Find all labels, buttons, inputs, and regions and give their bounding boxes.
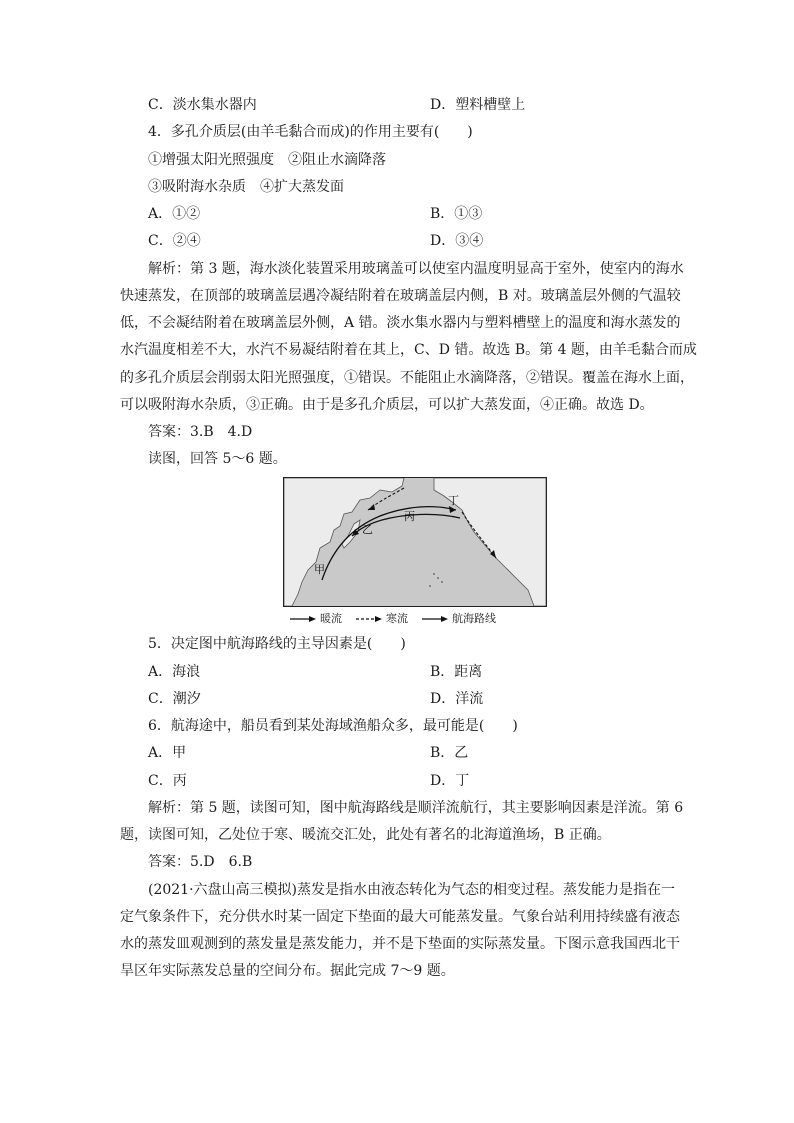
q4-option-d: D．③④ <box>430 233 484 249</box>
final-para-line: 定气象条件下，充分供水时某一固定下垫面的最大可能蒸发量。气象台站利用持续盛有液态 <box>120 909 680 925</box>
label-bing: 丙 <box>404 510 415 523</box>
q4-items-line1: ①增强太阳光照强度 ②阻止水滴降落 <box>148 152 386 168</box>
label-jia: 甲 <box>314 563 325 576</box>
warm-current-legend-icon <box>290 615 316 623</box>
analysis-3-4-line: 低，不会凝结附着在玻璃盖层外侧，A 错。淡水集水器内与塑料槽壁上的温度和海水蒸发的 <box>120 315 681 331</box>
analysis-5-6-line: 题，读图可知，乙处位于寒、暖流交汇处，此处有著名的北海道渔场，B 正确。 <box>120 827 611 843</box>
q6-option-d: D．丁 <box>430 773 470 789</box>
analysis-3-4-line: 水汽温度相差不大，水汽不易凝结附着在其上，C、D 错。故选 B。第 4 题，由羊毛黏合而成 <box>120 342 697 358</box>
label-ding: 丁 <box>448 494 459 507</box>
q5-option-c: C．潮汐 <box>148 691 201 707</box>
legend-warm-label: 暖流 <box>320 612 342 625</box>
q4-items-line2: ③吸附海水杂质 ④扩大蒸发面 <box>148 179 344 195</box>
island-dot <box>433 573 435 575</box>
q5-option-b: B．距离 <box>430 664 483 680</box>
label-yi: 乙 <box>362 523 373 536</box>
analysis-5-6-line: 解析：第 5 题，读图可知，图中航海路线是顺洋流航行，其主要影响因素是洋流。第 6 <box>148 800 684 816</box>
q5-option-a: A．海浪 <box>148 664 201 680</box>
legend-cold <box>356 612 408 626</box>
legend-warm <box>290 612 342 626</box>
cold-current-legend-icon <box>356 615 382 623</box>
q6-option-a: A．甲 <box>148 745 187 761</box>
ocean-current-map <box>283 477 547 607</box>
island-dot <box>429 585 431 587</box>
q3-option-d: D．塑料槽壁上 <box>430 97 526 113</box>
analysis-3-4-line: 的多孔介质层会削弱太阳光照强度，①错误。不能阻止水滴降落，②错误。覆盖在海水上面， <box>120 370 694 386</box>
legend-route-label: 航海路线 <box>452 612 496 625</box>
q6-option-c: C．丙 <box>148 773 187 789</box>
read-map-instruction: 读图，回答 5～6 题。 <box>148 451 287 467</box>
q3-option-c: C．淡水集水器内 <box>148 97 257 113</box>
final-para-line: 旱区年实际蒸发总量的空间分布。据此完成 7～9 题。 <box>120 963 455 979</box>
map-svg <box>284 478 546 606</box>
q4-stem: 4．多孔介质层(由羊毛黏合而成)的作用主要有( ) <box>148 124 473 140</box>
q4-option-c: C．②④ <box>148 233 201 249</box>
q6-option-b: B．乙 <box>430 745 469 761</box>
q5-option-d: D．洋流 <box>430 691 484 707</box>
final-para-line: (2021·六盘山高三模拟)蒸发是指水由液态转化为气态的相变过程。蒸发能力是指在一 <box>148 882 676 898</box>
map-legend <box>290 612 496 626</box>
analysis-3-4-line: 解析：第 3 题，海水淡化装置采用玻璃盖可以使室内温度明显高于室外，使室内的海水 <box>148 261 684 277</box>
legend-cold-label: 寒流 <box>386 612 408 625</box>
legend-route <box>422 612 496 626</box>
q6-stem: 6．航海途中，船员看到某处海域渔船众多，最可能是( ) <box>148 718 518 734</box>
answer-5-6: 答案：5.D 6.B <box>148 854 253 870</box>
q5-stem: 5．决定图中航海路线的主导因素是( ) <box>148 636 406 652</box>
island-dot <box>437 577 439 579</box>
q4-option-b: B．①③ <box>430 206 483 222</box>
analysis-3-4-line: 快速蒸发，在顶部的玻璃盖层遇冷凝结附着在玻璃盖层内侧，B 对。玻璃盖层外侧的气温较 <box>120 288 681 304</box>
route-legend-icon <box>422 615 448 623</box>
analysis-3-4-line: 可以吸附海水杂质，③正确。由于是多孔介质层，可以扩大蒸发面，④正确。故选 D。 <box>120 397 654 413</box>
final-para-line: 水的蒸发皿观测到的蒸发量是蒸发能力，并不是下垫面的实际蒸发量。下图示意我国西北干 <box>120 936 680 952</box>
answer-3-4: 答案：3.B 4.D <box>148 424 253 440</box>
q4-option-a: A．①② <box>148 206 201 222</box>
island-dot <box>441 581 443 583</box>
